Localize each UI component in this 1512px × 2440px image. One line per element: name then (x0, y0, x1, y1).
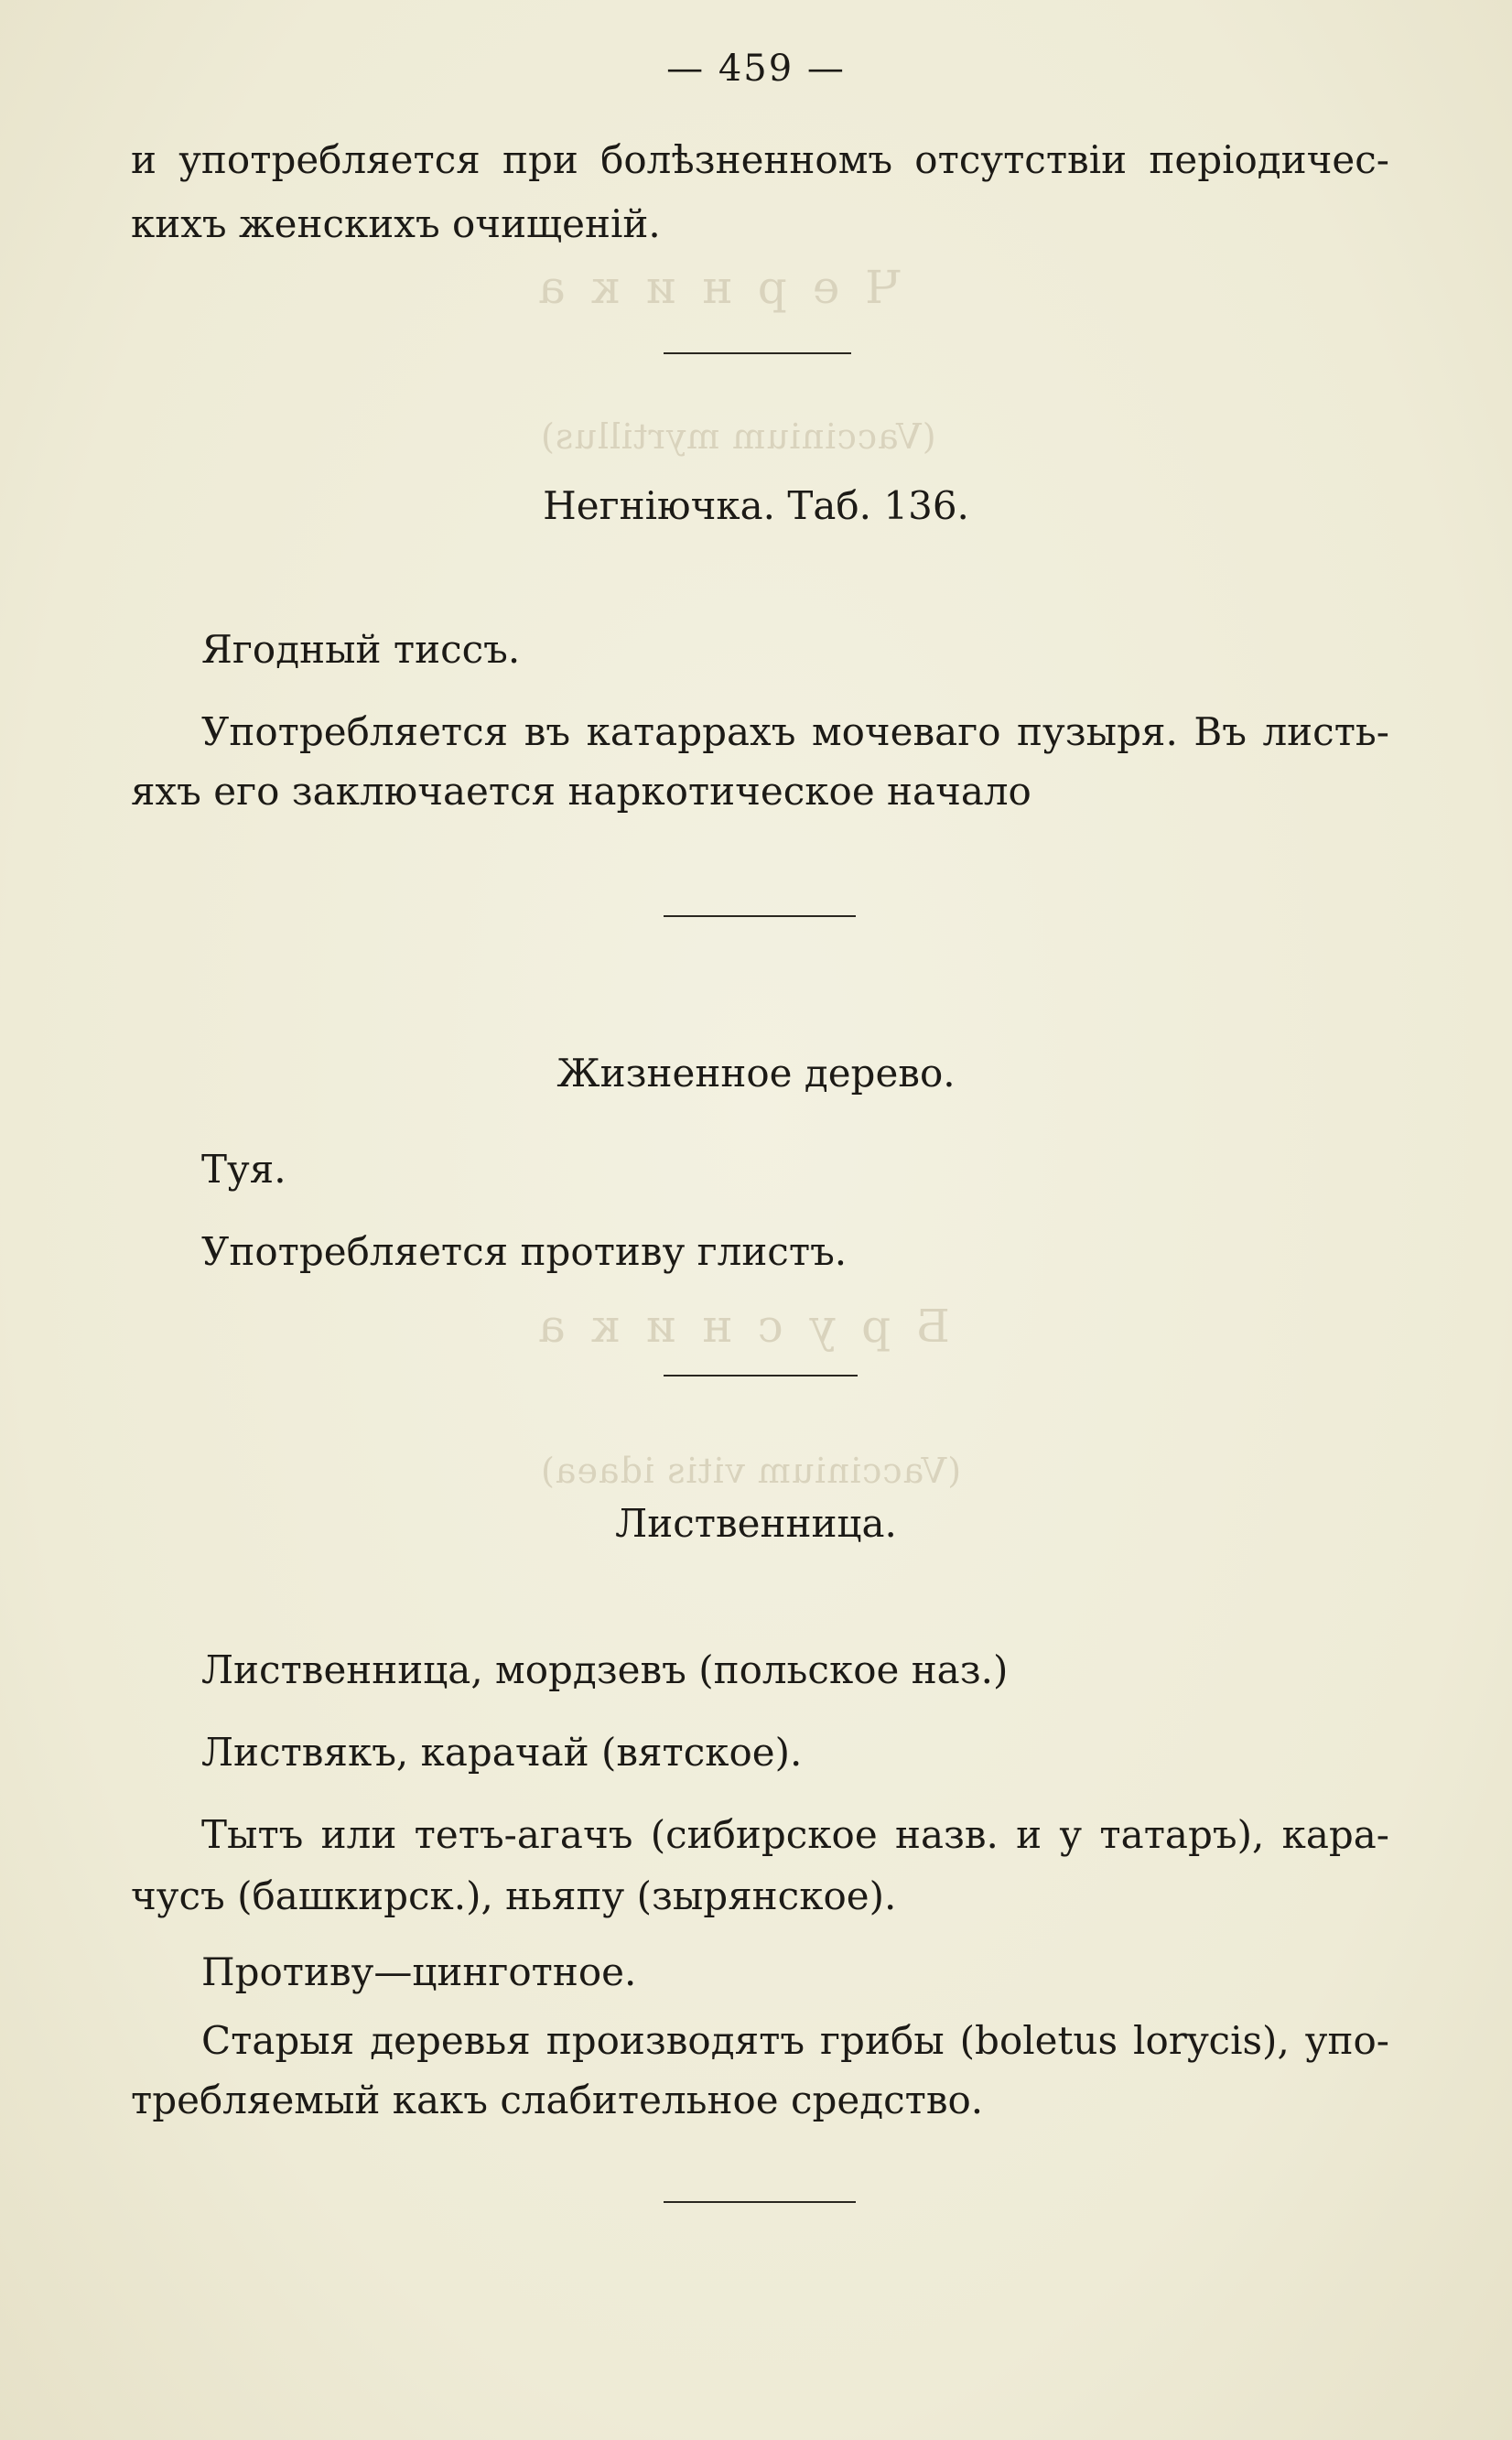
body-line: кихъ женскихъ очищеній. (131, 201, 661, 246)
bleed-through-decoration: Брусника (513, 1300, 950, 1353)
body-line: Ягодный тиссъ. (201, 627, 521, 672)
body-line: Листвякъ, карачай (вятское). (201, 1730, 803, 1775)
body-line: требляемый какъ слабительное средство. (131, 2078, 984, 2122)
body-line: и употребляется при болѣзненномъ отсутствіи періодичес- (131, 137, 1389, 182)
body-line: яхъ его заключается наркотическое начало (131, 769, 1031, 814)
body-line: чусъ (башкирск.), ньяпу (зырянское). (131, 1873, 897, 1918)
section-heading: Лиственница. (615, 1501, 897, 1546)
section-heading: Жизненное дерево. (556, 1051, 956, 1096)
body-line: Тытъ или тетъ-агачъ (сибирское назв. и у татаръ), кара- (201, 1812, 1389, 1857)
bleed-through-decoration: (Vaccinium vitis idaea) (540, 1451, 962, 1491)
section-divider (664, 352, 851, 354)
body-line: Лиственница, мордзевъ (польское наз.) (201, 1647, 1009, 1692)
bleed-through-decoration: (Vaccinium myrtillus) (540, 416, 936, 457)
bleed-through-decoration: Черника (513, 261, 901, 314)
body-line: Употребляется противу глистъ. (201, 1229, 848, 1274)
section-divider (664, 2201, 856, 2203)
body-line: Противу—цинготное. (201, 1949, 637, 1994)
body-line: Туя. (201, 1147, 286, 1192)
page-number: — 459 — (666, 48, 846, 90)
body-line: Употребляется въ катаррахъ мочеваго пузыря. Въ листь- (201, 709, 1389, 754)
section-divider (664, 915, 856, 917)
section-heading: Негніючка. Таб. 136. (543, 483, 969, 528)
section-divider (664, 1375, 858, 1377)
body-line: Старыя деревья производятъ грибы (boletus lorycis), упо- (201, 2018, 1389, 2063)
